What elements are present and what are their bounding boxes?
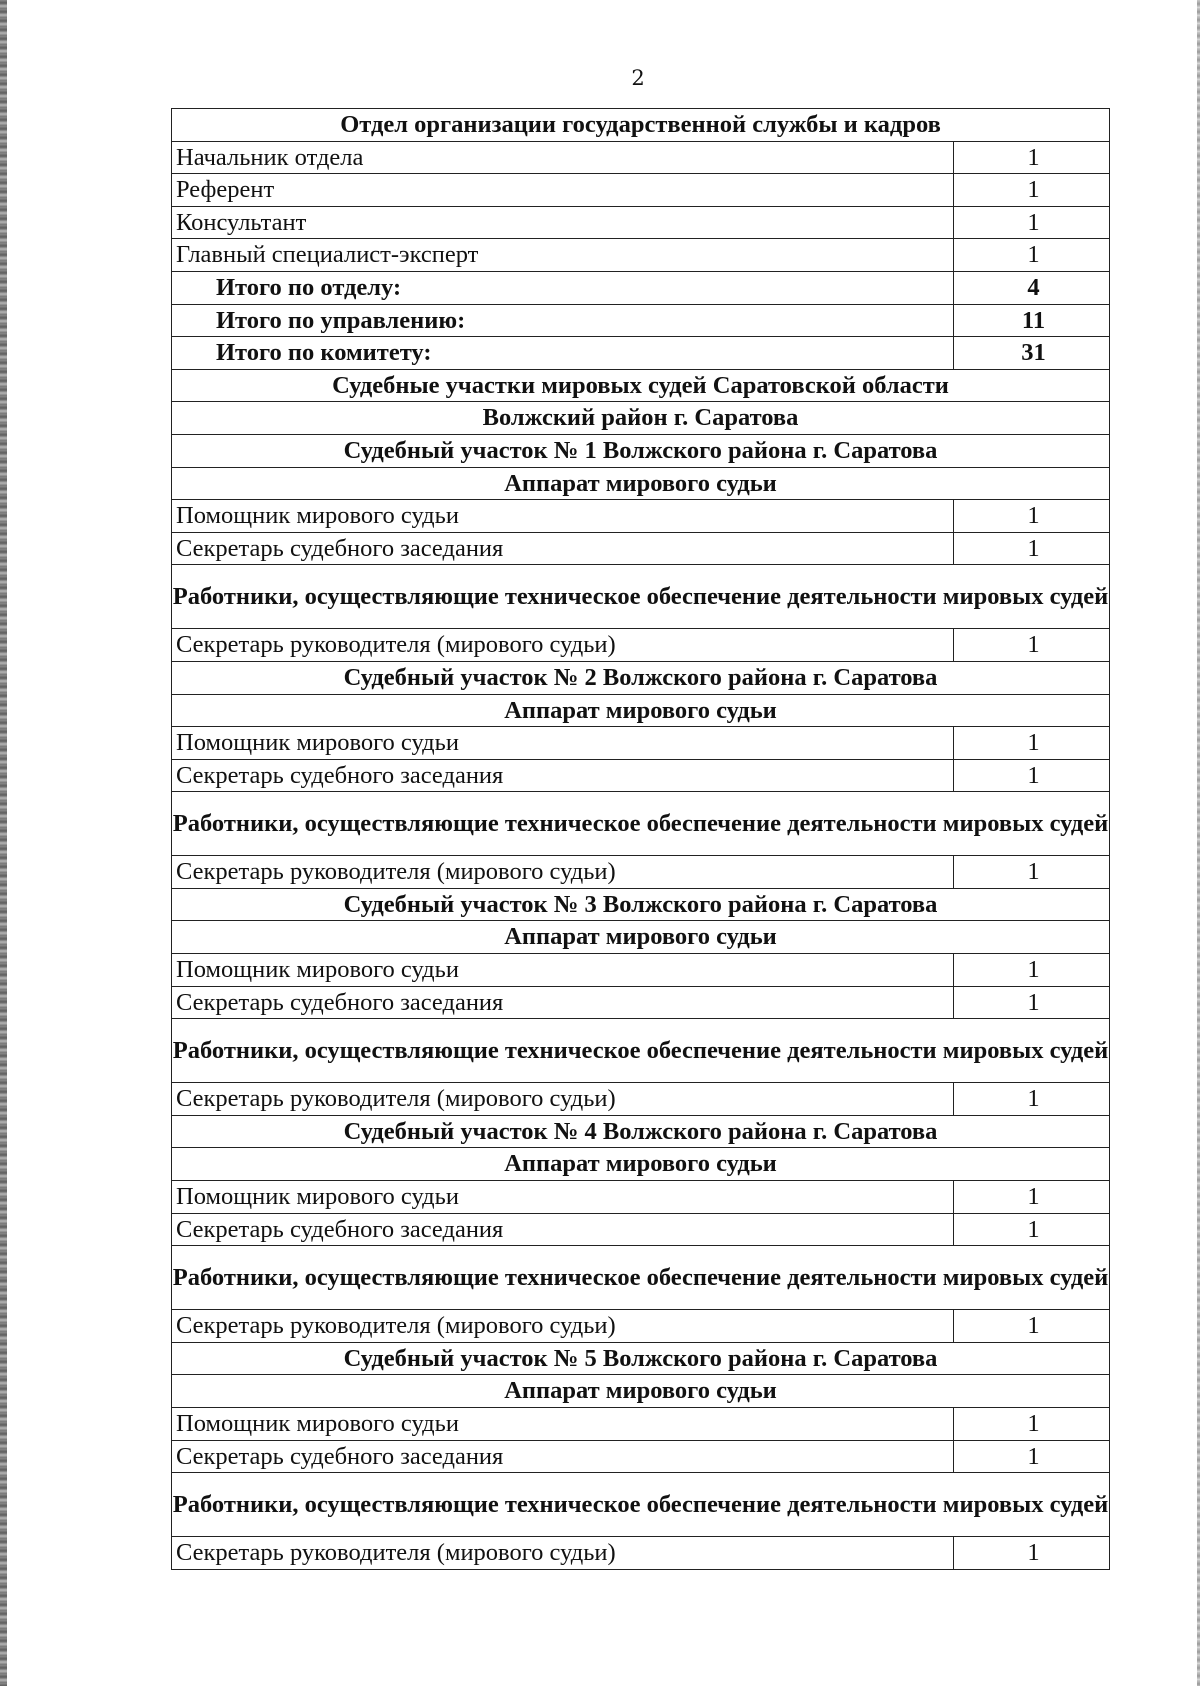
position-row [172, 206, 1110, 239]
position-name: Секретарь руководителя (мирового судьи) [172, 1083, 954, 1116]
position-row [172, 1213, 1110, 1246]
staffing-table [171, 108, 1110, 1570]
section-header-row [172, 434, 1110, 467]
position-count: 1 [954, 500, 1110, 533]
section-header-row [172, 1375, 1110, 1408]
position-count: 1 [954, 532, 1110, 565]
position-count: 1 [954, 986, 1110, 1019]
section-header: Судебный участок № 1 Волжского района г. Саратова [172, 434, 1110, 467]
section-header-row [172, 792, 1110, 856]
position-name: Секретарь судебного заседания [172, 1440, 954, 1473]
position-row [172, 629, 1110, 662]
position-name: Помощник мирового судьи [172, 1408, 954, 1441]
position-row [172, 759, 1110, 792]
section-header: Работники, осуществляющие техническое обеспечение деятельности мировых судей [172, 565, 1110, 629]
position-row [172, 727, 1110, 760]
position-name: Начальник отдела [172, 141, 954, 174]
position-name: Секретарь судебного заседания [172, 1213, 954, 1246]
total-row [172, 271, 1110, 304]
section-header-row [172, 661, 1110, 694]
section-header-row [172, 1246, 1110, 1310]
position-count: 1 [954, 174, 1110, 207]
position-name: Референт [172, 174, 954, 207]
position-row [172, 856, 1110, 889]
section-header: Судебный участок № 2 Волжского района г. Саратова [172, 661, 1110, 694]
position-count: 1 [954, 856, 1110, 889]
scan-edge-left [0, 0, 7, 1686]
section-header: Отдел организации государственной службы и кадров [172, 109, 1110, 142]
position-count: 1 [954, 1408, 1110, 1441]
position-name: Помощник мирового судьи [172, 954, 954, 987]
position-count: 1 [954, 1537, 1110, 1570]
total-count: 4 [954, 271, 1110, 304]
position-name: Секретарь судебного заседания [172, 759, 954, 792]
staffing-table-body [172, 109, 1110, 1570]
section-header: Аппарат мирового судьи [172, 921, 1110, 954]
section-header: Работники, осуществляющие техническое обеспечение деятельности мировых судей [172, 1019, 1110, 1083]
section-header: Работники, осуществляющие техническое обеспечение деятельности мировых судей [172, 1246, 1110, 1310]
position-count: 1 [954, 206, 1110, 239]
section-header: Аппарат мирового судьи [172, 1375, 1110, 1408]
section-header-row [172, 921, 1110, 954]
position-count: 1 [954, 1310, 1110, 1343]
position-name: Главный специалист-эксперт [172, 239, 954, 272]
section-header-row [172, 565, 1110, 629]
position-row [172, 1181, 1110, 1214]
section-header: Судебный участок № 3 Волжского района г. Саратова [172, 888, 1110, 921]
position-row [172, 532, 1110, 565]
section-header: Аппарат мирового судьи [172, 467, 1110, 500]
total-count: 11 [954, 304, 1110, 337]
position-name: Секретарь судебного заседания [172, 532, 954, 565]
position-name: Помощник мирового судьи [172, 1181, 954, 1214]
section-header: Судебные участки мировых судей Саратовской области [172, 369, 1110, 402]
position-row [172, 174, 1110, 207]
position-count: 1 [954, 1083, 1110, 1116]
position-name: Секретарь руководителя (мирового судьи) [172, 629, 954, 662]
section-header: Работники, осуществляющие техническое обеспечение деятельности мировых судей [172, 1473, 1110, 1537]
section-header-row [172, 1148, 1110, 1181]
position-row [172, 954, 1110, 987]
position-name: Помощник мирового судьи [172, 727, 954, 760]
page-number: 2 [631, 66, 645, 90]
section-header: Аппарат мирового судьи [172, 1148, 1110, 1181]
total-label: Итого по управлению: [172, 304, 954, 337]
position-count: 1 [954, 1440, 1110, 1473]
section-header-row [172, 1115, 1110, 1148]
position-name: Секретарь руководителя (мирового судьи) [172, 1537, 954, 1570]
position-name: Помощник мирового судьи [172, 500, 954, 533]
total-row [172, 304, 1110, 337]
section-header-row [172, 467, 1110, 500]
section-header-row [172, 1342, 1110, 1375]
section-header-row [172, 109, 1110, 142]
section-header-row [172, 369, 1110, 402]
position-row [172, 1310, 1110, 1343]
section-header-row [172, 888, 1110, 921]
position-row [172, 500, 1110, 533]
position-name: Секретарь руководителя (мирового судьи) [172, 1310, 954, 1343]
position-name: Секретарь судебного заседания [172, 986, 954, 1019]
position-count: 1 [954, 1213, 1110, 1246]
position-row [172, 239, 1110, 272]
position-row [172, 141, 1110, 174]
position-count: 1 [954, 141, 1110, 174]
position-name: Консультант [172, 206, 954, 239]
position-count: 1 [954, 759, 1110, 792]
section-header: Судебный участок № 4 Волжского района г. Саратова [172, 1115, 1110, 1148]
section-header-row [172, 1019, 1110, 1083]
position-count: 1 [954, 1181, 1110, 1214]
section-header-row [172, 694, 1110, 727]
position-count: 1 [954, 954, 1110, 987]
total-label: Итого по отделу: [172, 271, 954, 304]
position-row [172, 1408, 1110, 1441]
section-header: Волжский район г. Саратова [172, 402, 1110, 435]
position-row [172, 1537, 1110, 1570]
position-count: 1 [954, 629, 1110, 662]
position-row [172, 1083, 1110, 1116]
section-header: Судебный участок № 5 Волжского района г. Саратова [172, 1342, 1110, 1375]
position-row [172, 1440, 1110, 1473]
total-row [172, 337, 1110, 370]
total-label: Итого по комитету: [172, 337, 954, 370]
position-row [172, 986, 1110, 1019]
position-count: 1 [954, 239, 1110, 272]
total-count: 31 [954, 337, 1110, 370]
section-header-row [172, 402, 1110, 435]
position-count: 1 [954, 727, 1110, 760]
section-header: Аппарат мирового судьи [172, 694, 1110, 727]
section-header: Работники, осуществляющие техническое обеспечение деятельности мировых судей [172, 792, 1110, 856]
position-name: Секретарь руководителя (мирового судьи) [172, 856, 954, 889]
section-header-row [172, 1473, 1110, 1537]
